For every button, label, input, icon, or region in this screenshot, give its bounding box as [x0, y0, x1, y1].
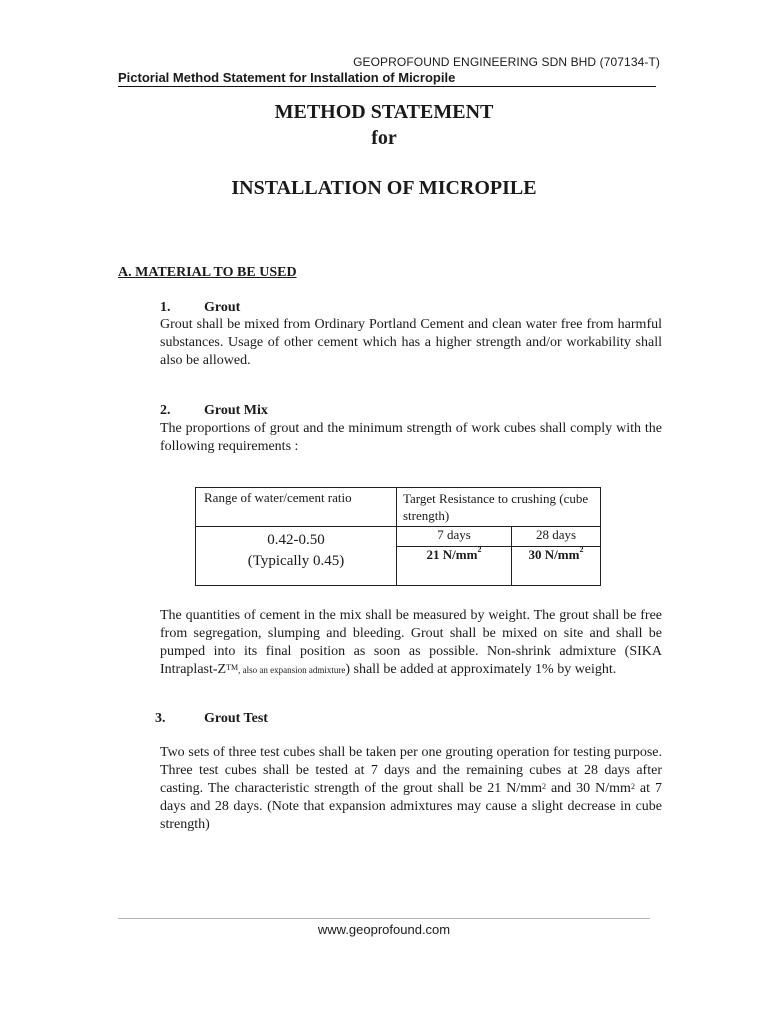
paragraph-grout: Grout shall be mixed from Ordinary Portland Cement and clean water free from harmful substances. Usage of other cement which has a higher strength and/or workability shall also be allowed.	[160, 317, 662, 368]
table-header-resistance: Target Resistance to crushing (cube strength)	[397, 488, 601, 527]
paragraph-mix-details	[160, 607, 662, 679]
item-number: 1.	[160, 300, 171, 315]
item-number: 2.	[160, 403, 171, 418]
section-heading: A. MATERIAL TO BE USED	[118, 265, 297, 280]
trademark: TM	[226, 663, 239, 672]
text-run: The quantities of cement in the mix shall be measured by weight. The grout shall be free from segregation, slumping and bleeding. Grout shall be mixed on site and shall be pumped into its final position as soon as possible. Non-shrink admixture (SIKA Intraplast-Z	[160, 608, 662, 677]
day-7-cell: 7 days	[397, 527, 512, 547]
company-name: GEOPROFOUND ENGINEERING SDN BHD (707134-T)	[353, 55, 660, 69]
day-28-cell: 28 days	[512, 527, 601, 547]
grout-requirements-table	[195, 487, 601, 586]
item-heading-grout-mix	[160, 403, 268, 419]
item-heading-grout	[160, 300, 240, 316]
footer-divider	[118, 918, 650, 919]
text-run: and 30 N/mm	[545, 781, 631, 796]
ratio-cell	[196, 527, 397, 586]
superscript: 2	[630, 782, 635, 791]
title-line-3: INSTALLATION OF MICROPILE	[231, 177, 537, 199]
title-line-1: METHOD STATEMENT	[274, 101, 494, 123]
item-title: Grout Mix	[204, 403, 268, 418]
table-header-ratio: Range of water/cement ratio	[196, 488, 397, 527]
superscript: 2	[541, 782, 546, 791]
superscript: 2	[477, 545, 482, 555]
title-line-2: for	[371, 127, 397, 149]
ratio-range: 0.42-0.50	[267, 532, 325, 548]
item-title: Grout Test	[204, 711, 268, 726]
item-number: 3.	[155, 711, 166, 726]
document-subtitle: Pictorial Method Statement for Installation of Micropile	[118, 70, 456, 85]
superscript: 2	[579, 545, 584, 555]
paragraph-grout-test	[160, 744, 662, 834]
text-run: at 7 days and 28 days. (Note that expansion admixtures may cause a slight decrease in cube strength)	[160, 781, 663, 832]
item-title: Grout	[204, 300, 241, 315]
paragraph-grout-mix: The proportions of grout and the minimum strength of work cubes shall comply with the following requirements :	[160, 421, 662, 454]
text-run: ) shall be added at approximately 1% by weight.	[345, 662, 617, 677]
item-heading-grout-test	[155, 711, 268, 727]
strength-7-day	[397, 547, 512, 586]
strength-value: 21 N/mm	[426, 547, 478, 563]
footer-url: www.geoprofound.com	[317, 922, 451, 937]
strength-28-day	[512, 547, 601, 586]
small-note: , also an expansion admixture	[238, 665, 346, 675]
text-run: Two sets of three test cubes shall be taken per one grouting operation for testing purpose. Three test cubes shall be tested at 7 days and the remaining cubes at 28 days after casting. The characteristic strength of the grout shall be 21 N/mm	[160, 745, 662, 796]
strength-value: 30 N/mm	[528, 547, 580, 563]
ratio-typical: (Typically 0.45)	[247, 553, 345, 569]
